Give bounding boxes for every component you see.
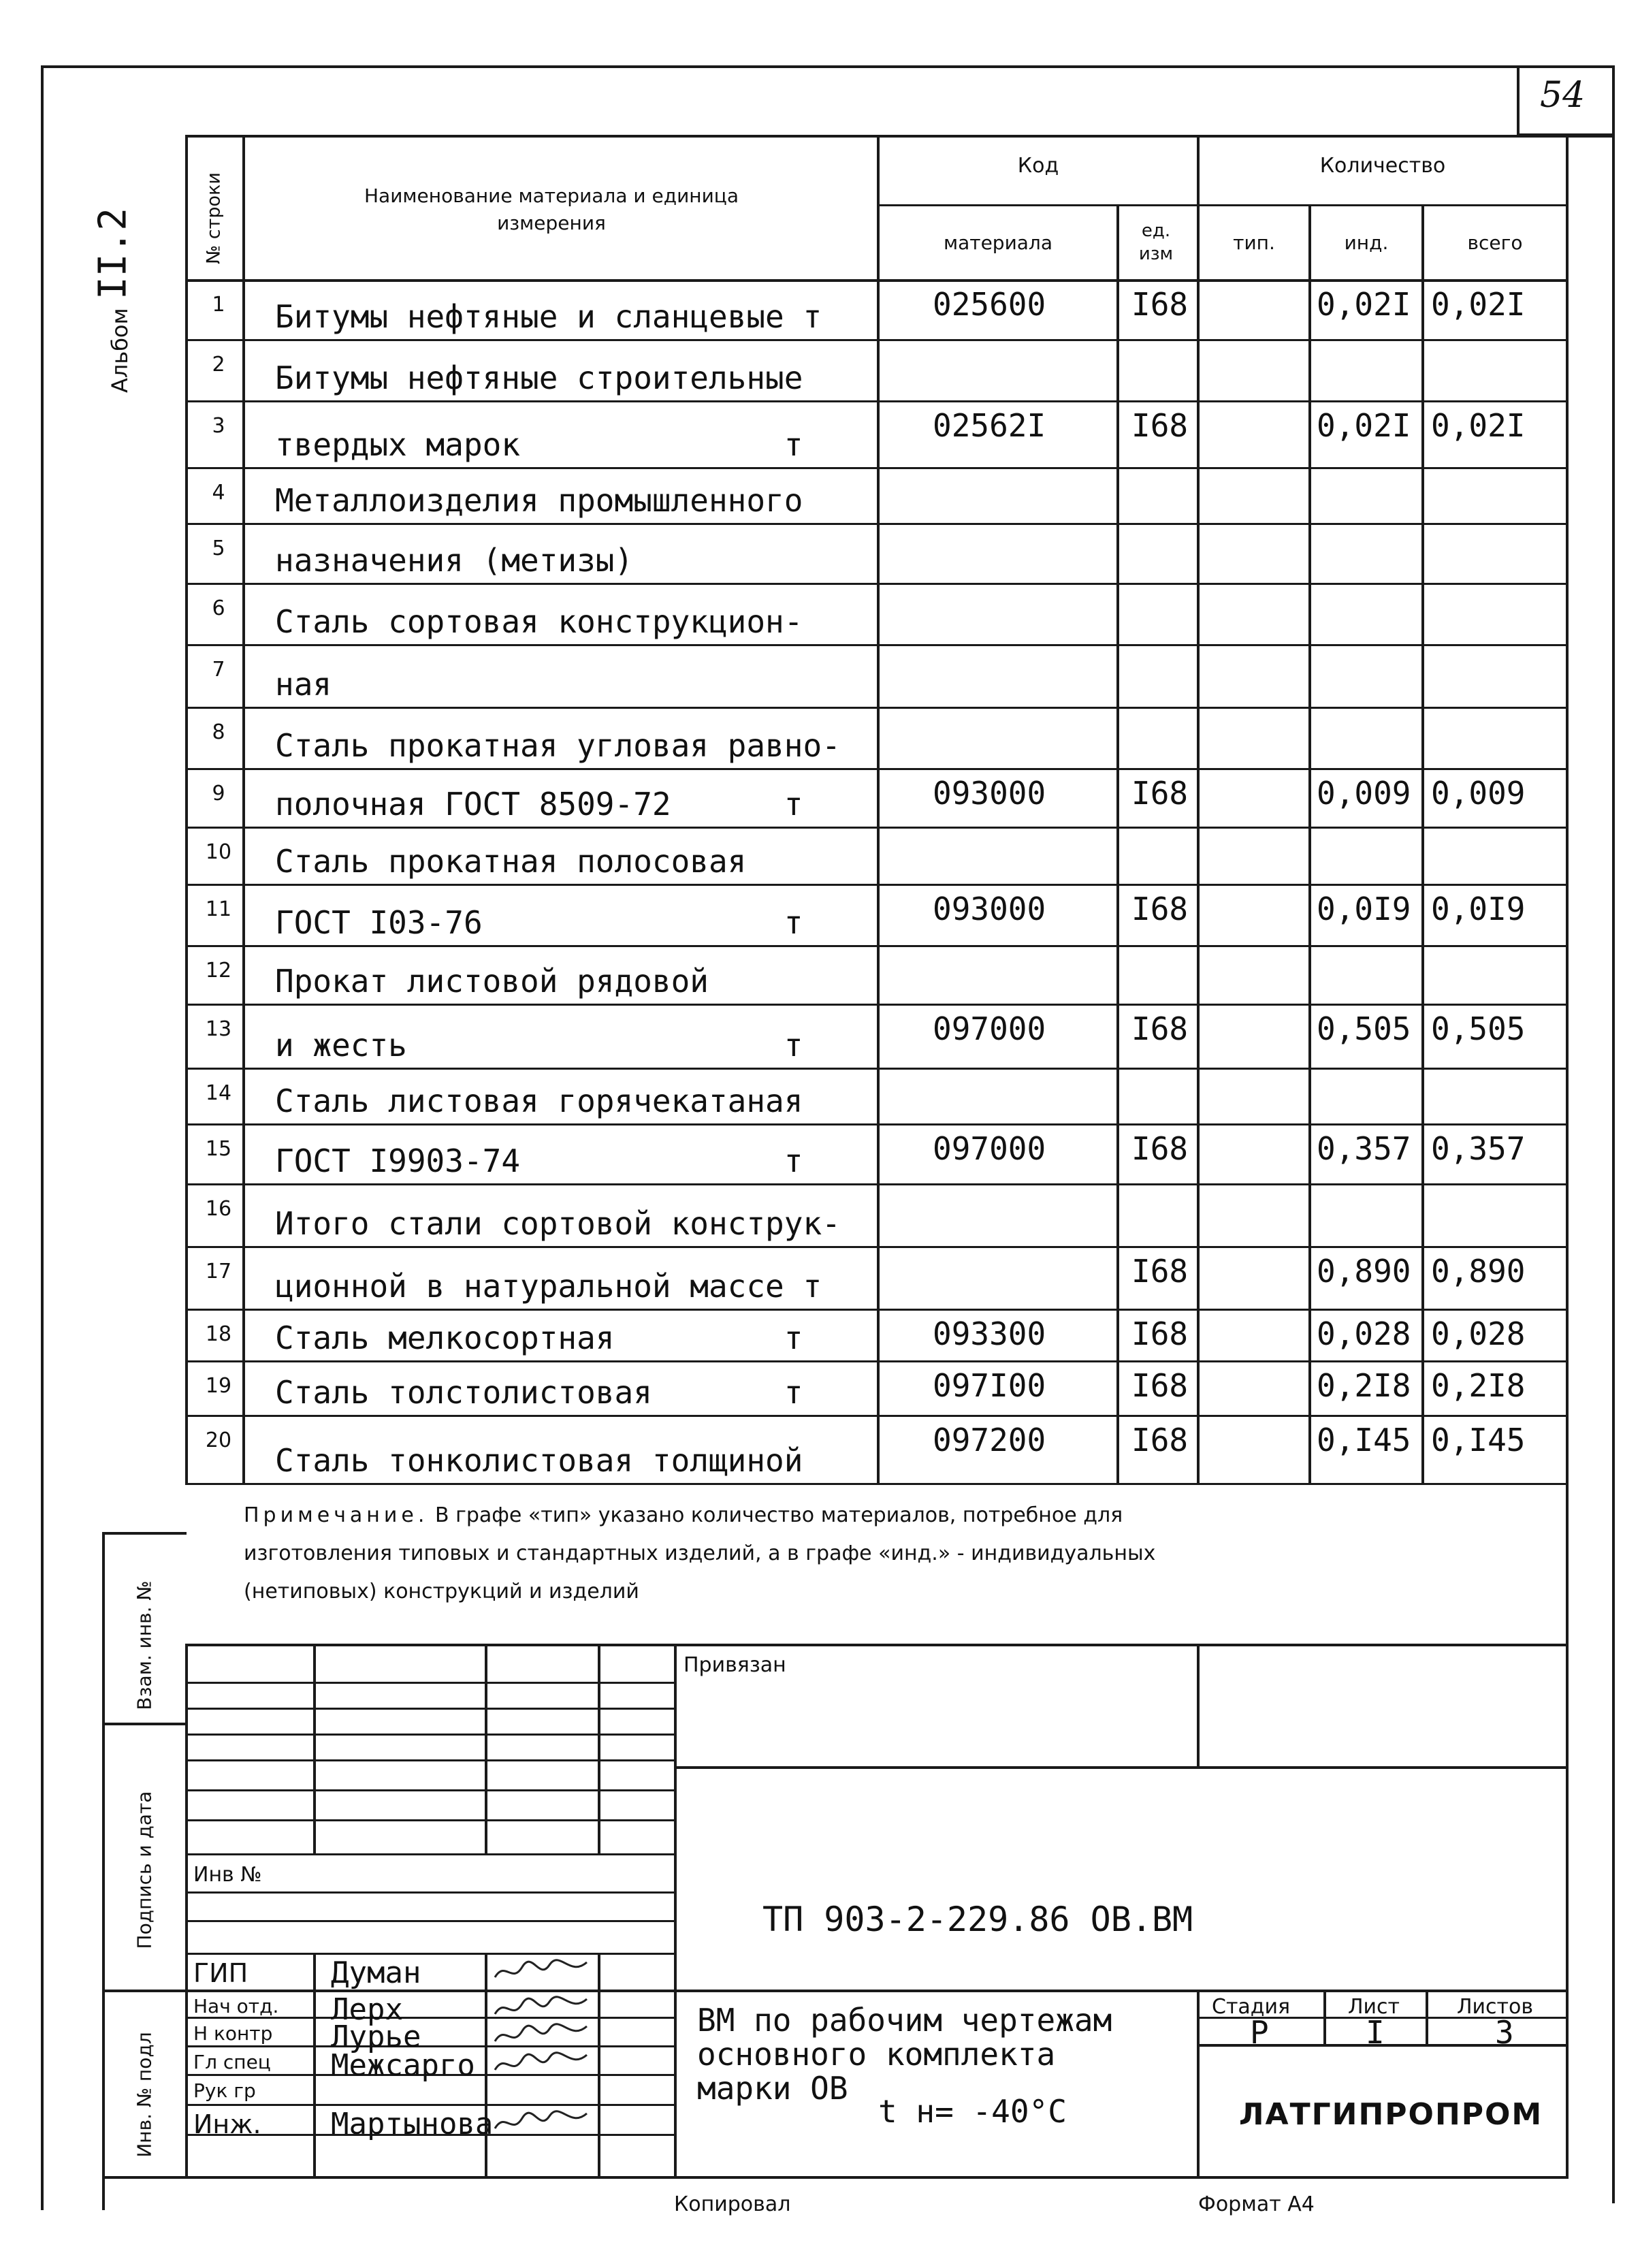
row-total: 0,2I8 xyxy=(1431,1367,1526,1404)
row-line xyxy=(185,1483,1569,1485)
row-name: Сталь прокатная угловая равно- xyxy=(275,727,841,764)
col-line-2 xyxy=(877,135,880,1484)
row-line xyxy=(185,644,1569,646)
row-code: 097200 xyxy=(933,1422,1046,1458)
col-line-1 xyxy=(242,135,245,1484)
row-line xyxy=(185,884,1569,886)
row-code: 02562I xyxy=(933,407,1046,444)
tb-v4 xyxy=(674,1644,677,2176)
row-ind: 0,I45 xyxy=(1317,1422,1411,1458)
album-number: II.2 xyxy=(91,208,135,300)
row-code: 025600 xyxy=(933,286,1046,323)
privyazan-label: Привязан xyxy=(684,1653,786,1677)
signature-icon xyxy=(492,2108,594,2138)
sheet-value: I xyxy=(1366,2014,1385,2051)
header-qty-type: тип. xyxy=(1233,231,1275,254)
row-name: Итого стали сортовой конструк- xyxy=(275,1205,841,1242)
row-unit: I68 xyxy=(1131,1010,1189,1047)
row-number: 9 xyxy=(212,782,225,805)
frame-left xyxy=(41,65,44,2210)
col-line-6 xyxy=(1421,204,1424,1484)
tb-v3b xyxy=(598,1953,600,2177)
side-label-vzam: Взам. инв. № xyxy=(133,1580,156,1710)
row-name: ционной в натуральной массе т xyxy=(275,1268,822,1305)
temperature: t н= -40°С xyxy=(878,2093,1067,2130)
signature-icon xyxy=(492,1957,594,1987)
row-number: 7 xyxy=(212,658,225,682)
note-bottom xyxy=(185,1644,1569,1646)
side-label-inv-podl: Инв. № подл xyxy=(133,2032,156,2158)
side-strip-h3 xyxy=(102,1990,187,1992)
header-code: Код xyxy=(1017,154,1059,178)
tb-v1a xyxy=(313,1644,316,1855)
row-line xyxy=(185,583,1569,585)
row-ind: 0,2I8 xyxy=(1317,1367,1411,1404)
row-ind: 0,009 xyxy=(1317,775,1411,812)
row-number: 14 xyxy=(205,1081,232,1105)
row-name: ГОСТ I9903-74 т xyxy=(275,1143,803,1179)
person-name: Думан xyxy=(331,1955,421,1990)
row-line xyxy=(185,827,1569,829)
row-line xyxy=(185,523,1569,525)
row-line xyxy=(185,1068,1569,1070)
tb-v5 xyxy=(1197,1644,1200,1766)
row-unit: I68 xyxy=(1131,1315,1189,1352)
note xyxy=(244,1497,1155,1611)
row-total: 0,02I xyxy=(1431,286,1526,323)
tb-h5 xyxy=(185,1789,674,1791)
row-line xyxy=(185,1415,1569,1417)
row-name: Сталь сортовая конструкцион- xyxy=(275,603,803,640)
row-number: 6 xyxy=(212,596,225,620)
row-line xyxy=(185,1123,1569,1125)
row-name: Металлоизделия промышленного xyxy=(275,482,803,519)
person-name: Мартынова xyxy=(331,2107,494,2141)
row-total: 0,505 xyxy=(1431,1010,1526,1047)
row-number: 2 xyxy=(212,353,225,377)
row-unit: I68 xyxy=(1131,1367,1189,1404)
frame-top xyxy=(41,65,1613,68)
row-ind: 0,357 xyxy=(1317,1130,1411,1167)
person-role: ГИП xyxy=(193,1958,248,1988)
footer-format: Формат А4 xyxy=(1198,2192,1315,2216)
description-line3: марки ОВ xyxy=(697,2070,848,2107)
stage-value: Р xyxy=(1250,2014,1269,2051)
row-total: 0,028 xyxy=(1431,1315,1526,1352)
row-unit: I68 xyxy=(1131,1253,1189,1290)
person-name: Лерх xyxy=(331,1992,403,2027)
person-role: Рук гр xyxy=(193,2079,256,2102)
sheet-label: Лист xyxy=(1348,1995,1400,2019)
stage-label: Стадия xyxy=(1212,1995,1291,2019)
side-label-podpis: Подпись и дата xyxy=(133,1791,156,1949)
row-ind: 0,02I xyxy=(1317,407,1411,444)
row-code: 097000 xyxy=(933,1130,1046,1167)
person-role: Нач отд. xyxy=(193,1995,279,2017)
table-left xyxy=(185,135,188,1484)
row-number: 1 xyxy=(212,293,225,317)
footer-copied: Копировал xyxy=(674,2192,791,2216)
row-number: 15 xyxy=(205,1137,232,1161)
row-number: 11 xyxy=(205,897,232,921)
sheets-label: Листов xyxy=(1457,1995,1534,2019)
row-line xyxy=(185,1360,1569,1362)
description-line2: основного комплекта xyxy=(697,2036,1056,2073)
tb-h2 xyxy=(185,1708,674,1710)
row-total: 0,009 xyxy=(1431,775,1526,812)
tb-bottom xyxy=(185,2176,1569,2179)
header-qty-ind: инд. xyxy=(1344,231,1389,254)
row-name: твердых марок т xyxy=(275,426,803,463)
row-total: 0,357 xyxy=(1431,1130,1526,1167)
tb-h1 xyxy=(185,1682,674,1684)
tb-h13 xyxy=(185,2045,674,2047)
row-line xyxy=(185,1246,1569,1248)
row-unit: I68 xyxy=(1131,1422,1189,1458)
row-number: 3 xyxy=(212,414,225,438)
row-line xyxy=(185,1309,1569,1311)
row-number: 13 xyxy=(205,1017,232,1041)
header-row-no: № строки xyxy=(203,172,225,264)
tb-v2b xyxy=(485,1953,487,2177)
header-code-material: материала xyxy=(943,231,1052,254)
row-total: 0,0I9 xyxy=(1431,891,1526,927)
row-name: Битумы нефтяные и сланцевые т xyxy=(275,298,822,335)
header-bottom xyxy=(185,279,1569,282)
row-name: ГОСТ I03-76 т xyxy=(275,904,803,941)
row-unit: I68 xyxy=(1131,891,1189,927)
doc-code: ТП 903-2-229.86 ОВ.ВМ xyxy=(762,1900,1193,1939)
tb-h10 xyxy=(185,1953,674,1955)
row-line xyxy=(185,1183,1569,1185)
person-role: Н контр xyxy=(193,2022,273,2045)
signature-icon xyxy=(492,1994,594,2024)
row-number: 18 xyxy=(205,1322,232,1346)
tb-h6 xyxy=(185,1819,674,1821)
row-name: ная xyxy=(275,666,332,703)
header-quantity: Количество xyxy=(1319,154,1446,178)
row-name: Сталь толстолистовая т xyxy=(275,1374,803,1411)
note-line1: В графе «тип» указано количество материалов, потребное для xyxy=(434,1503,1123,1527)
row-number: 4 xyxy=(212,481,225,505)
note-line3: (нетиповых) конструкций и изделий xyxy=(244,1580,639,1603)
row-ind: 0,0I9 xyxy=(1317,891,1411,927)
signature-icon xyxy=(492,2049,594,2079)
col-line-7 xyxy=(1566,135,1569,1484)
tb-h7 xyxy=(185,1853,674,1855)
row-number: 12 xyxy=(205,959,232,983)
person-name: Лурье xyxy=(331,2019,421,2054)
row-total: 0,02I xyxy=(1431,407,1526,444)
row-ind: 0,505 xyxy=(1317,1010,1411,1047)
row-number: 19 xyxy=(205,1374,232,1398)
side-strip-left xyxy=(102,1532,105,2210)
page-number: 54 xyxy=(1540,75,1586,116)
row-name: назначения (метизы) xyxy=(275,542,634,579)
row-line xyxy=(185,339,1569,341)
row-code: 093000 xyxy=(933,891,1046,927)
row-code: 097I00 xyxy=(933,1367,1046,1404)
row-unit: I68 xyxy=(1131,775,1189,812)
row-number: 10 xyxy=(205,840,232,864)
row-name: полочная ГОСТ 8509-72 т xyxy=(275,786,803,822)
note-right xyxy=(1566,1484,1569,1645)
row-number: 20 xyxy=(205,1428,232,1452)
row-number: 8 xyxy=(212,720,225,744)
tb-v3a xyxy=(598,1644,600,1855)
row-number: 16 xyxy=(205,1197,232,1221)
organization: ЛАТГИПРОПРОМ xyxy=(1239,2097,1543,2132)
header-subline xyxy=(877,204,1569,206)
row-line xyxy=(185,467,1569,469)
row-name: Сталь листовая горячекатаная xyxy=(275,1083,803,1119)
col-line-5 xyxy=(1308,204,1311,1484)
inv-no-label: Инв № xyxy=(193,1863,262,1887)
description-line1: ВМ по рабочим чертежам xyxy=(697,2002,1112,2039)
row-unit: I68 xyxy=(1131,1130,1189,1167)
row-name: Прокат листовой рядовой xyxy=(275,963,709,1000)
tb-h9 xyxy=(185,1920,674,1922)
row-ind: 0,890 xyxy=(1317,1253,1411,1290)
side-strip-h1 xyxy=(102,1532,187,1535)
row-name: Битумы нефтяные строительные xyxy=(275,360,803,396)
row-code: 097000 xyxy=(933,1010,1046,1047)
row-ind: 0,028 xyxy=(1317,1315,1411,1352)
tb-v1b xyxy=(313,1953,316,2177)
person-name: Межсарго xyxy=(331,2048,475,2083)
row-code: 093000 xyxy=(933,775,1046,812)
row-line xyxy=(185,768,1569,770)
table-top xyxy=(185,135,1612,138)
tb-h3 xyxy=(185,1734,674,1736)
row-line xyxy=(185,1004,1569,1006)
header-qty-total: всего xyxy=(1467,231,1523,254)
col-line-4 xyxy=(1197,135,1200,1484)
tb-privyazan-bottom xyxy=(674,1766,1569,1769)
album-label: Альбом xyxy=(107,308,133,393)
row-name: Сталь мелкосортная т xyxy=(275,1320,803,1356)
tb-v2a xyxy=(485,1644,487,1855)
tb-h8 xyxy=(185,1891,674,1894)
row-ind: 0,02I xyxy=(1317,286,1411,323)
row-line xyxy=(185,945,1569,947)
row-number: 17 xyxy=(205,1260,232,1283)
frame-right xyxy=(1612,65,1615,2203)
sheets-value: 3 xyxy=(1495,2014,1514,2051)
row-line xyxy=(185,707,1569,709)
col-line-3 xyxy=(1116,204,1119,1484)
row-total: 0,890 xyxy=(1431,1253,1526,1290)
tb-h4 xyxy=(185,1759,674,1761)
row-line xyxy=(185,400,1569,402)
signature-icon xyxy=(492,2021,594,2051)
row-total: 0,I45 xyxy=(1431,1422,1526,1458)
row-code: 093300 xyxy=(933,1315,1046,1352)
row-unit: I68 xyxy=(1131,407,1189,444)
person-role: Инж. xyxy=(193,2109,261,2139)
row-number: 5 xyxy=(212,537,225,560)
row-name: и жесть т xyxy=(275,1027,803,1064)
header-name: Наименование материала и единица измерения xyxy=(364,185,739,234)
person-role: Гл спец xyxy=(193,2051,271,2073)
tb-right xyxy=(1566,1644,1569,2177)
tb-h15 xyxy=(185,2104,674,2106)
row-name: Сталь прокатная полосовая xyxy=(275,843,747,880)
note-lead: Примечание. xyxy=(244,1503,429,1527)
note-line2: изготовления типовых и стандартных изделий, а в графе «инд.» - индивидуальных xyxy=(244,1542,1156,1565)
header-code-unit: ед. изм xyxy=(1138,221,1174,264)
page-number-box-left xyxy=(1517,65,1520,133)
row-name: Сталь тонколистовая толщиной xyxy=(275,1442,803,1479)
row-unit: I68 xyxy=(1131,286,1189,323)
tb-left xyxy=(185,1644,188,2176)
